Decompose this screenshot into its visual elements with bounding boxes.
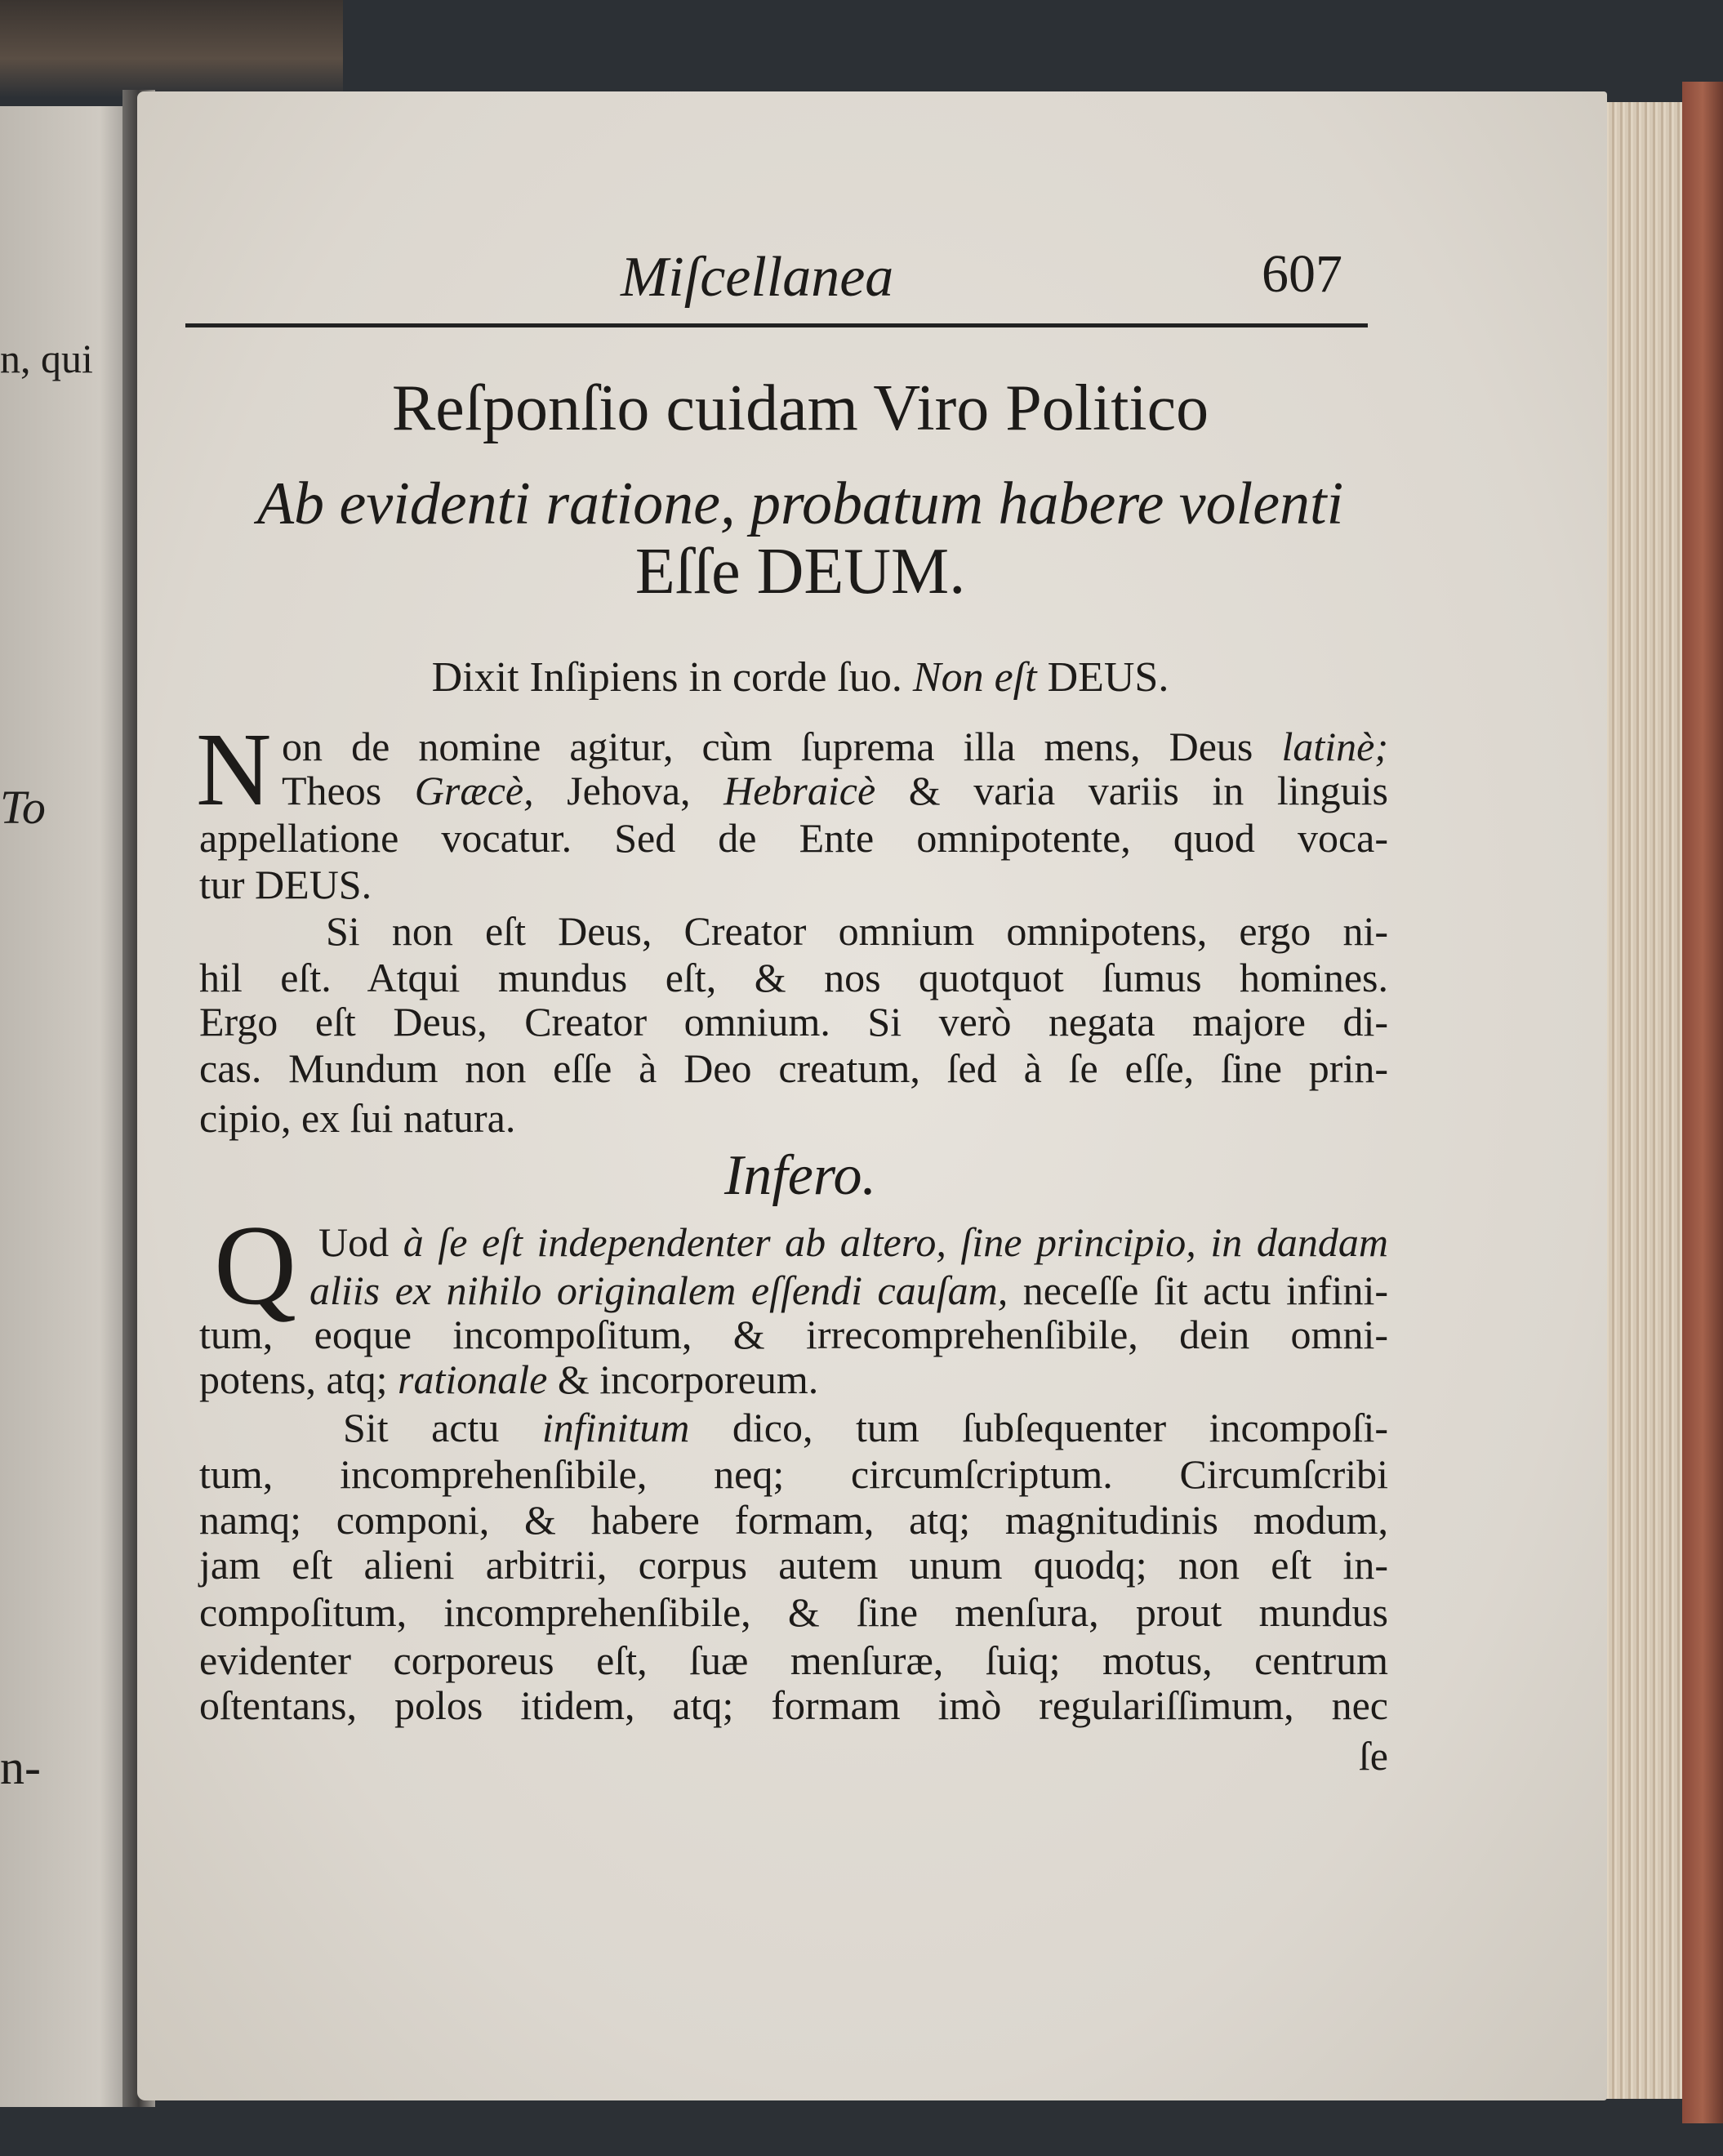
text-segment: dico, tum ſubſequenter incompoſi- <box>689 1405 1388 1450</box>
text-segment: tum, eoque incompoſitum, & irrecomprehenſibile, dein omni- <box>199 1312 1388 1357</box>
text-line <box>199 1540 1388 1589</box>
text-line <box>309 1266 1388 1315</box>
text-segment: Si non eſt Deus, Creator omnium omnipotens, ergo ni- <box>326 908 1388 954</box>
text-line <box>318 1218 1388 1267</box>
page-edges <box>1592 102 1694 2099</box>
italic-text: infinitum <box>541 1405 690 1450</box>
left-page-fragment: To <box>0 781 46 834</box>
text-line <box>199 1636 1388 1685</box>
text-segment: Sit actu <box>343 1405 542 1450</box>
text-line <box>282 766 1388 815</box>
text-segment: neceſſe ſit actu infini- <box>1008 1267 1388 1313</box>
title-line-1: Reſponſio cuidam Viro Politico <box>391 372 1209 444</box>
text-line <box>326 906 1388 956</box>
left-page-fragment: n, qui <box>0 336 93 381</box>
text-line <box>199 1495 1388 1544</box>
text-segment: & varia variis in linguis <box>875 768 1388 813</box>
text-line <box>199 1588 1388 1637</box>
italic-text: rationale <box>398 1356 548 1402</box>
text-segment: tur DEUS. <box>199 862 372 907</box>
italic-text: Græcè, <box>414 768 534 813</box>
text-line <box>199 1044 1388 1093</box>
text-line <box>199 1094 1388 1143</box>
text-segment: & incorporeum. <box>547 1356 819 1402</box>
text-line <box>199 1450 1388 1499</box>
text-segment: namq; componi, & habere formam, atq; magnitudinis modum, <box>199 1497 1388 1543</box>
text-line <box>199 1355 1388 1404</box>
header-rule <box>185 323 1368 327</box>
text-line <box>199 953 1388 1002</box>
epigraph <box>0 653 1601 702</box>
epigraph-text: Dixit Inſipiens in corde ſuo. <box>431 654 902 701</box>
text-segment: Uod <box>318 1219 403 1265</box>
text-line <box>199 1310 1388 1359</box>
subheading: Infero. <box>724 1144 876 1207</box>
book-cover-right <box>1682 82 1723 2123</box>
italic-text: aliis ex nihilo originalem eſſendi cauſam, <box>309 1267 1008 1313</box>
text-segment: cipio, ex ſui natura. <box>199 1095 516 1141</box>
text-segment: oſtentans, polos itidem, atq; formam imò regulariſſimum, nec <box>199 1682 1388 1728</box>
text-line <box>343 1403 1388 1452</box>
text-line <box>199 1681 1388 1730</box>
text-line <box>282 722 1388 771</box>
text-segment: potens, atq; <box>199 1356 398 1402</box>
text-segment: jam eſt alieni arbitrii, corpus autem unum quodq; non eſt in- <box>199 1542 1388 1588</box>
left-page-fragment: n- <box>0 1740 41 1794</box>
text-segment: Theos <box>282 768 415 813</box>
text-segment: cas. Mundum non eſſe à Deo creatum, ſed à ſe eſſe, ſine prin- <box>199 1045 1388 1091</box>
italic-text: à ſe eſt independenter ab altero, ſine principio, in dandam <box>403 1219 1388 1265</box>
title-line-3: Eſſe DEUM. <box>634 536 966 608</box>
italic-text: Hebraicè <box>723 768 876 813</box>
text-segment: evidenter corporeus eſt, ſuæ menſuræ, ſuiq; motus, centrum <box>199 1637 1388 1683</box>
italic-text: latinè; <box>1281 724 1388 769</box>
page-number: 607 <box>1262 244 1342 304</box>
epigraph-italic: Non eſt <box>912 654 1037 701</box>
text-segment: on de nomine agitur, cùm ſuprema illa mens, Deus <box>282 724 1282 769</box>
dropcap-q: Q <box>214 1202 297 1329</box>
dropcap-n: N <box>196 711 272 827</box>
text-segment: hil eſt. Atqui mundus eſt, & nos quotquot ſumus homines. <box>199 955 1388 1000</box>
text-segment: tum, incomprehenſibile, neq; circumſcriptum. Circumſcribi <box>199 1451 1388 1497</box>
running-head: Miſcellanea <box>621 246 894 309</box>
title-line-2: Ab evidenti ratione, probatum habere volenti <box>256 470 1344 537</box>
text-segment: Ergo eſt Deus, Creator omnium. Si verò negata majore di- <box>199 999 1388 1045</box>
epigraph-caps: DEUS. <box>1047 654 1169 701</box>
text-line <box>199 860 1388 909</box>
text-line <box>199 997 1388 1046</box>
text-segment: Jehova, <box>533 768 724 813</box>
text-segment: appellatione vocatur. Sed de Ente omnipotente, quod voca- <box>199 815 1388 861</box>
text-segment: compoſitum, incomprehenſibile, & ſine menſura, prout mundus <box>199 1589 1388 1635</box>
catchword: ſe <box>1358 1733 1388 1779</box>
text-line <box>199 813 1388 862</box>
book-cover-top <box>0 0 343 98</box>
